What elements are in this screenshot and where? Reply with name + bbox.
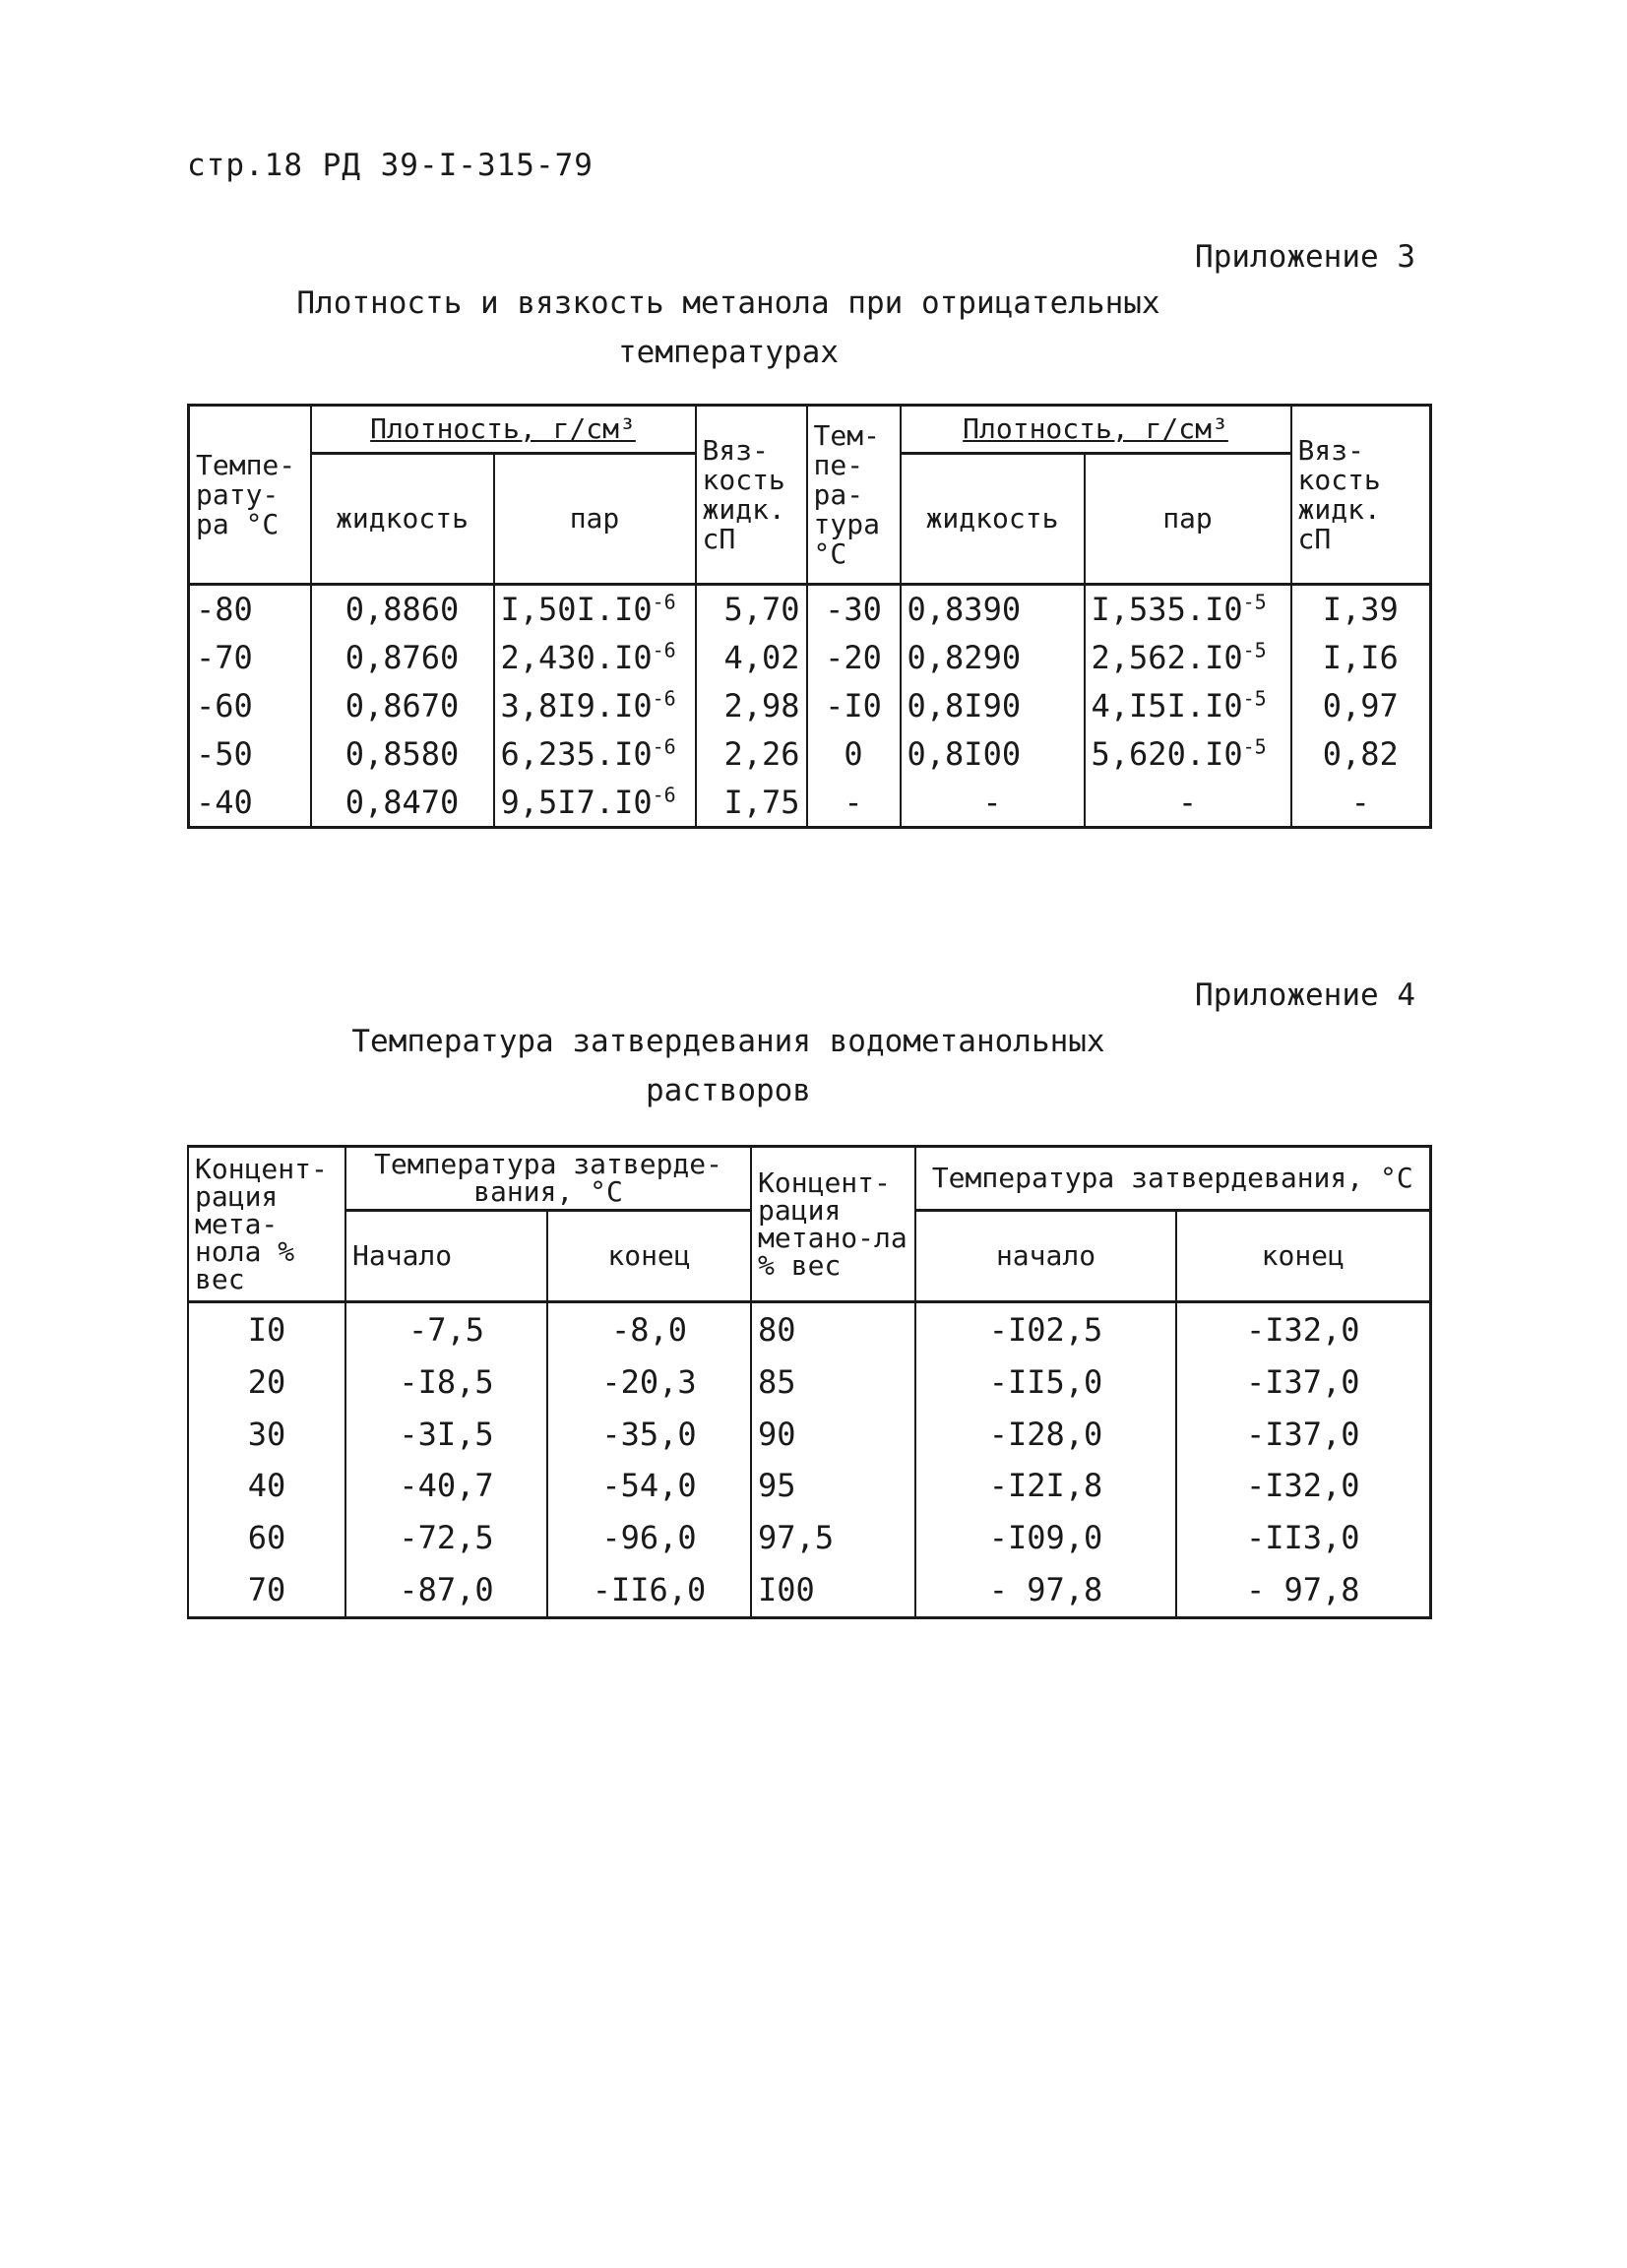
start-temp-2-value: -I09,0 xyxy=(988,1519,1103,1557)
temperature-value: -50 xyxy=(196,734,253,773)
start-temp-2-cell xyxy=(915,1512,1176,1564)
table-row xyxy=(188,1302,1430,1356)
vapor-density-exponent-2: -5 xyxy=(1242,638,1267,662)
temperature-value-2: -20 xyxy=(825,639,882,677)
header-concentration: Концент-рация мета-нола % вес xyxy=(188,1147,345,1302)
liquid-density-cell-2 xyxy=(901,682,1085,730)
start-temp-2-cell xyxy=(915,1564,1176,1618)
temperature-cell xyxy=(189,585,311,634)
concentration-cell xyxy=(188,1408,345,1460)
concentration-cell xyxy=(188,1460,345,1512)
temperature-cell-2 xyxy=(807,778,901,827)
header-density-2: Плотность, г/см³ xyxy=(901,406,1291,454)
temperature-value: -40 xyxy=(196,783,253,821)
header-end-2: конец xyxy=(1176,1211,1430,1302)
vapor-density-cell xyxy=(494,585,696,634)
viscosity-cell-2 xyxy=(1291,634,1431,682)
concentration-2-cell xyxy=(751,1302,915,1356)
start-temp-2-value: -I02,5 xyxy=(988,1310,1103,1349)
temperature-value: -80 xyxy=(196,591,253,629)
concentration-value: 20 xyxy=(247,1362,286,1401)
start-temp-value: -87,0 xyxy=(399,1571,494,1609)
header-concentration-2: Концент-рация метано-ла % вес xyxy=(751,1147,915,1302)
header-start-2: начало xyxy=(915,1211,1176,1302)
table-2-body xyxy=(188,1302,1430,1618)
end-temp-2-value: -I37,0 xyxy=(1245,1362,1360,1401)
header-viscosity-2: Вяз-кость жидк. сП xyxy=(1291,406,1431,585)
table-1-body xyxy=(189,585,1431,828)
vapor-density-mantissa-2: I,535.I0 xyxy=(1091,591,1243,629)
vapor-density-mantissa: 3,8I9.I0 xyxy=(500,687,653,724)
vapor-density-exponent-2: -5 xyxy=(1242,686,1267,711)
concentration-cell xyxy=(188,1355,345,1408)
liquid-density-cell-2 xyxy=(901,729,1085,778)
vapor-density-exponent: -6 xyxy=(652,638,676,662)
viscosity-cell xyxy=(696,585,807,634)
viscosity-value: 4,02 xyxy=(723,639,800,677)
end-temp-2-cell xyxy=(1176,1460,1430,1512)
viscosity-value-2: 0,82 xyxy=(1322,734,1399,773)
vapor-density-cell-2 xyxy=(1085,585,1291,634)
start-temp-value: -I8,5 xyxy=(399,1362,494,1401)
vapor-density-exponent: -6 xyxy=(652,590,676,614)
liquid-density-value-2: 0,8I00 xyxy=(907,734,1022,773)
concentration-value: 60 xyxy=(247,1519,286,1557)
temperature-value: -60 xyxy=(196,687,253,724)
vapor-density-mantissa: 6,235.I0 xyxy=(500,734,653,773)
end-temp-cell xyxy=(547,1408,751,1460)
temperature-cell xyxy=(189,682,311,730)
end-temp-cell xyxy=(547,1460,751,1512)
start-temp-cell xyxy=(345,1302,547,1356)
table-row xyxy=(188,1355,1430,1408)
start-temp-value: -40,7 xyxy=(399,1467,494,1505)
appendix-4-title xyxy=(187,1017,1270,1115)
vapor-density-mantissa: 9,5I7.I0 xyxy=(500,783,653,821)
start-temp-value: -7,5 xyxy=(407,1310,485,1349)
vapor-density-mantissa: 2,430.I0 xyxy=(500,639,653,677)
header-start: Начало xyxy=(345,1211,547,1302)
concentration-value: 70 xyxy=(247,1571,286,1609)
temperature-value-2: -I0 xyxy=(825,687,882,724)
methanol-density-viscosity-table xyxy=(187,404,1432,829)
end-temp-value: -II6,0 xyxy=(592,1571,707,1609)
viscosity-cell-2 xyxy=(1291,778,1431,827)
start-temp-2-cell xyxy=(915,1355,1176,1408)
vapor-density-mantissa-2: 4,I5I.I0 xyxy=(1091,687,1243,724)
start-temp-2-cell xyxy=(915,1460,1176,1512)
end-temp-2-value: -II3,0 xyxy=(1245,1519,1360,1557)
end-temp-value: -20,3 xyxy=(601,1362,697,1401)
start-temp-2-cell xyxy=(915,1408,1176,1460)
temperature-cell xyxy=(189,729,311,778)
vapor-density-exponent-2: -5 xyxy=(1242,734,1267,759)
temperature-cell-2 xyxy=(807,682,901,730)
vapor-density-cell-2 xyxy=(1085,682,1291,730)
vapor-density-mantissa: I,50I.I0 xyxy=(500,591,653,629)
header-temperature-2: Тем-пе-ра-тура °C xyxy=(807,406,901,585)
temperature-value: -70 xyxy=(196,639,253,677)
concentration-2-value: I00 xyxy=(758,1571,815,1609)
start-temp-cell xyxy=(345,1460,547,1512)
start-temp-value: -3I,5 xyxy=(399,1415,494,1453)
table-row xyxy=(188,1564,1430,1618)
table-row xyxy=(189,778,1431,827)
vapor-density-cell-2 xyxy=(1085,729,1291,778)
viscosity-value-2: I,39 xyxy=(1322,591,1399,629)
end-temp-cell xyxy=(547,1302,751,1356)
temperature-cell-2 xyxy=(807,585,901,634)
appendix-4-title-line1: Температура затвердевания водометанольных xyxy=(351,1024,1105,1059)
viscosity-value-2: - xyxy=(1350,783,1370,821)
concentration-2-cell xyxy=(751,1355,915,1408)
appendix-3-title-line2: температурах xyxy=(618,335,839,370)
table-row xyxy=(189,634,1431,682)
liquid-density-cell xyxy=(311,729,494,778)
viscosity-value: 2,98 xyxy=(723,687,800,724)
start-temp-2-value: -I28,0 xyxy=(988,1415,1103,1453)
start-temp-cell xyxy=(345,1564,547,1618)
vapor-density-cell xyxy=(494,778,696,827)
liquid-density-value: 0,8470 xyxy=(344,783,460,821)
vapor-density-exponent-2: -5 xyxy=(1242,590,1267,614)
liquid-density-cell xyxy=(311,778,494,827)
concentration-2-cell xyxy=(751,1460,915,1512)
end-temp-cell xyxy=(547,1564,751,1618)
temperature-value-2: 0 xyxy=(844,734,863,773)
start-temp-cell xyxy=(345,1512,547,1564)
end-temp-value: -96,0 xyxy=(601,1519,697,1557)
temperature-cell xyxy=(189,778,311,827)
concentration-2-cell xyxy=(751,1512,915,1564)
vapor-density-cell-2 xyxy=(1085,778,1291,827)
vapor-density-cell xyxy=(494,729,696,778)
start-temp-2-value: -II5,0 xyxy=(988,1362,1103,1401)
liquid-density-cell xyxy=(311,634,494,682)
temperature-value-2: -30 xyxy=(825,591,882,629)
vapor-density-exponent: -6 xyxy=(652,734,676,759)
liquid-density-value-2: - xyxy=(982,783,1002,821)
vapor-density-cell-2 xyxy=(1085,634,1291,682)
table-row xyxy=(188,1512,1430,1564)
concentration-cell xyxy=(188,1302,345,1356)
start-temp-2-cell xyxy=(915,1302,1176,1356)
vapor-density-mantissa-2: 2,562.I0 xyxy=(1091,639,1243,677)
table-row xyxy=(188,1408,1430,1460)
viscosity-cell-2 xyxy=(1291,682,1431,730)
liquid-density-cell xyxy=(311,585,494,634)
header-freezing-temp-2: Температура затвердевания, °C xyxy=(915,1147,1430,1211)
viscosity-value: 2,26 xyxy=(723,734,800,773)
viscosity-value: 5,70 xyxy=(723,591,800,629)
end-temp-value: -8,0 xyxy=(610,1310,688,1349)
liquid-density-cell-2 xyxy=(901,634,1085,682)
end-temp-2-value: -I37,0 xyxy=(1245,1415,1360,1453)
vapor-density-cell xyxy=(494,634,696,682)
appendix-3-label: Приложение 3 xyxy=(1195,239,1415,275)
viscosity-cell xyxy=(696,634,807,682)
end-temp-2-value: -I32,0 xyxy=(1245,1310,1360,1349)
vapor-density-mantissa-2: 5,620.I0 xyxy=(1091,734,1243,773)
end-temp-2-cell xyxy=(1176,1302,1430,1356)
viscosity-value-2: I,I6 xyxy=(1322,639,1399,677)
page-header: стр.18 РД 39-I-315-79 xyxy=(187,148,594,183)
viscosity-cell-2 xyxy=(1291,729,1431,778)
end-temp-2-cell xyxy=(1176,1355,1430,1408)
end-temp-2-cell xyxy=(1176,1512,1430,1564)
header-vapor-2: пар xyxy=(1085,454,1291,585)
header-density: Плотность, г/см³ xyxy=(311,406,696,454)
concentration-cell xyxy=(188,1564,345,1618)
header-temperature: Темпе-рату-ра °C xyxy=(189,406,311,585)
viscosity-cell-2 xyxy=(1291,585,1431,634)
header-liquid-2: жидкость xyxy=(901,454,1085,585)
header-viscosity: Вяз-кость жидк. сП xyxy=(696,406,807,585)
start-temp-value: -72,5 xyxy=(399,1519,494,1557)
start-temp-cell xyxy=(345,1355,547,1408)
liquid-density-value: 0,8860 xyxy=(344,591,460,629)
header-liquid: жидкость xyxy=(311,454,494,585)
start-temp-cell xyxy=(345,1408,547,1460)
temperature-cell-2 xyxy=(807,634,901,682)
concentration-value: 30 xyxy=(247,1415,286,1453)
concentration-2-value: 80 xyxy=(758,1310,796,1349)
liquid-density-value-2: 0,8390 xyxy=(907,591,1022,629)
vapor-density-exponent: -6 xyxy=(652,782,676,806)
end-temp-2-cell xyxy=(1176,1408,1430,1460)
start-temp-2-value: - 97,8 xyxy=(988,1571,1103,1609)
header-vapor: пар xyxy=(494,454,696,585)
liquid-density-value: 0,8580 xyxy=(344,734,460,773)
vapor-density-cell xyxy=(494,682,696,730)
concentration-2-value: 95 xyxy=(758,1467,796,1505)
appendix-3-title-line1: Плотность и вязкость метанола при отрицательных xyxy=(296,285,1160,321)
header-end: конец xyxy=(547,1211,751,1302)
concentration-2-cell xyxy=(751,1408,915,1460)
appendix-4-title-line2: растворов xyxy=(646,1073,811,1108)
viscosity-cell xyxy=(696,682,807,730)
table-row xyxy=(189,729,1431,778)
viscosity-cell xyxy=(696,729,807,778)
liquid-density-value-2: 0,8290 xyxy=(907,639,1022,677)
concentration-value: I0 xyxy=(247,1310,286,1349)
concentration-2-cell xyxy=(751,1564,915,1618)
liquid-density-value-2: 0,8I90 xyxy=(907,687,1022,724)
vapor-density-mantissa-2: - xyxy=(1177,783,1198,821)
end-temp-cell xyxy=(547,1512,751,1564)
concentration-2-value: 97,5 xyxy=(758,1519,835,1557)
concentration-cell xyxy=(188,1512,345,1564)
liquid-density-cell-2 xyxy=(901,778,1085,827)
end-temp-2-value: - 97,8 xyxy=(1245,1571,1360,1609)
freezing-temperature-table xyxy=(187,1145,1432,1619)
appendix-3-title xyxy=(187,279,1270,377)
concentration-2-value: 90 xyxy=(758,1415,796,1453)
table-row xyxy=(189,585,1431,634)
viscosity-value: I,75 xyxy=(723,783,800,821)
start-temp-2-value: -I2I,8 xyxy=(988,1467,1103,1505)
temperature-cell xyxy=(189,634,311,682)
liquid-density-cell xyxy=(311,682,494,730)
temperature-value-2: - xyxy=(844,783,863,821)
liquid-density-value: 0,8760 xyxy=(344,639,460,677)
appendix-4-label: Приложение 4 xyxy=(1195,977,1415,1013)
end-temp-value: -54,0 xyxy=(601,1467,697,1505)
vapor-density-exponent: -6 xyxy=(652,686,676,711)
concentration-value: 40 xyxy=(247,1467,286,1505)
viscosity-cell xyxy=(696,778,807,827)
header-freezing-temp: Температура затверде-вания, °C xyxy=(345,1147,751,1211)
end-temp-2-value: -I32,0 xyxy=(1245,1467,1360,1505)
temperature-cell-2 xyxy=(807,729,901,778)
table-row xyxy=(189,682,1431,730)
liquid-density-value: 0,8670 xyxy=(344,687,460,724)
viscosity-value-2: 0,97 xyxy=(1322,687,1399,724)
liquid-density-cell-2 xyxy=(901,585,1085,634)
end-temp-cell xyxy=(547,1355,751,1408)
concentration-2-value: 85 xyxy=(758,1362,796,1401)
end-temp-2-cell xyxy=(1176,1564,1430,1618)
end-temp-value: -35,0 xyxy=(601,1415,697,1453)
table-row xyxy=(188,1460,1430,1512)
